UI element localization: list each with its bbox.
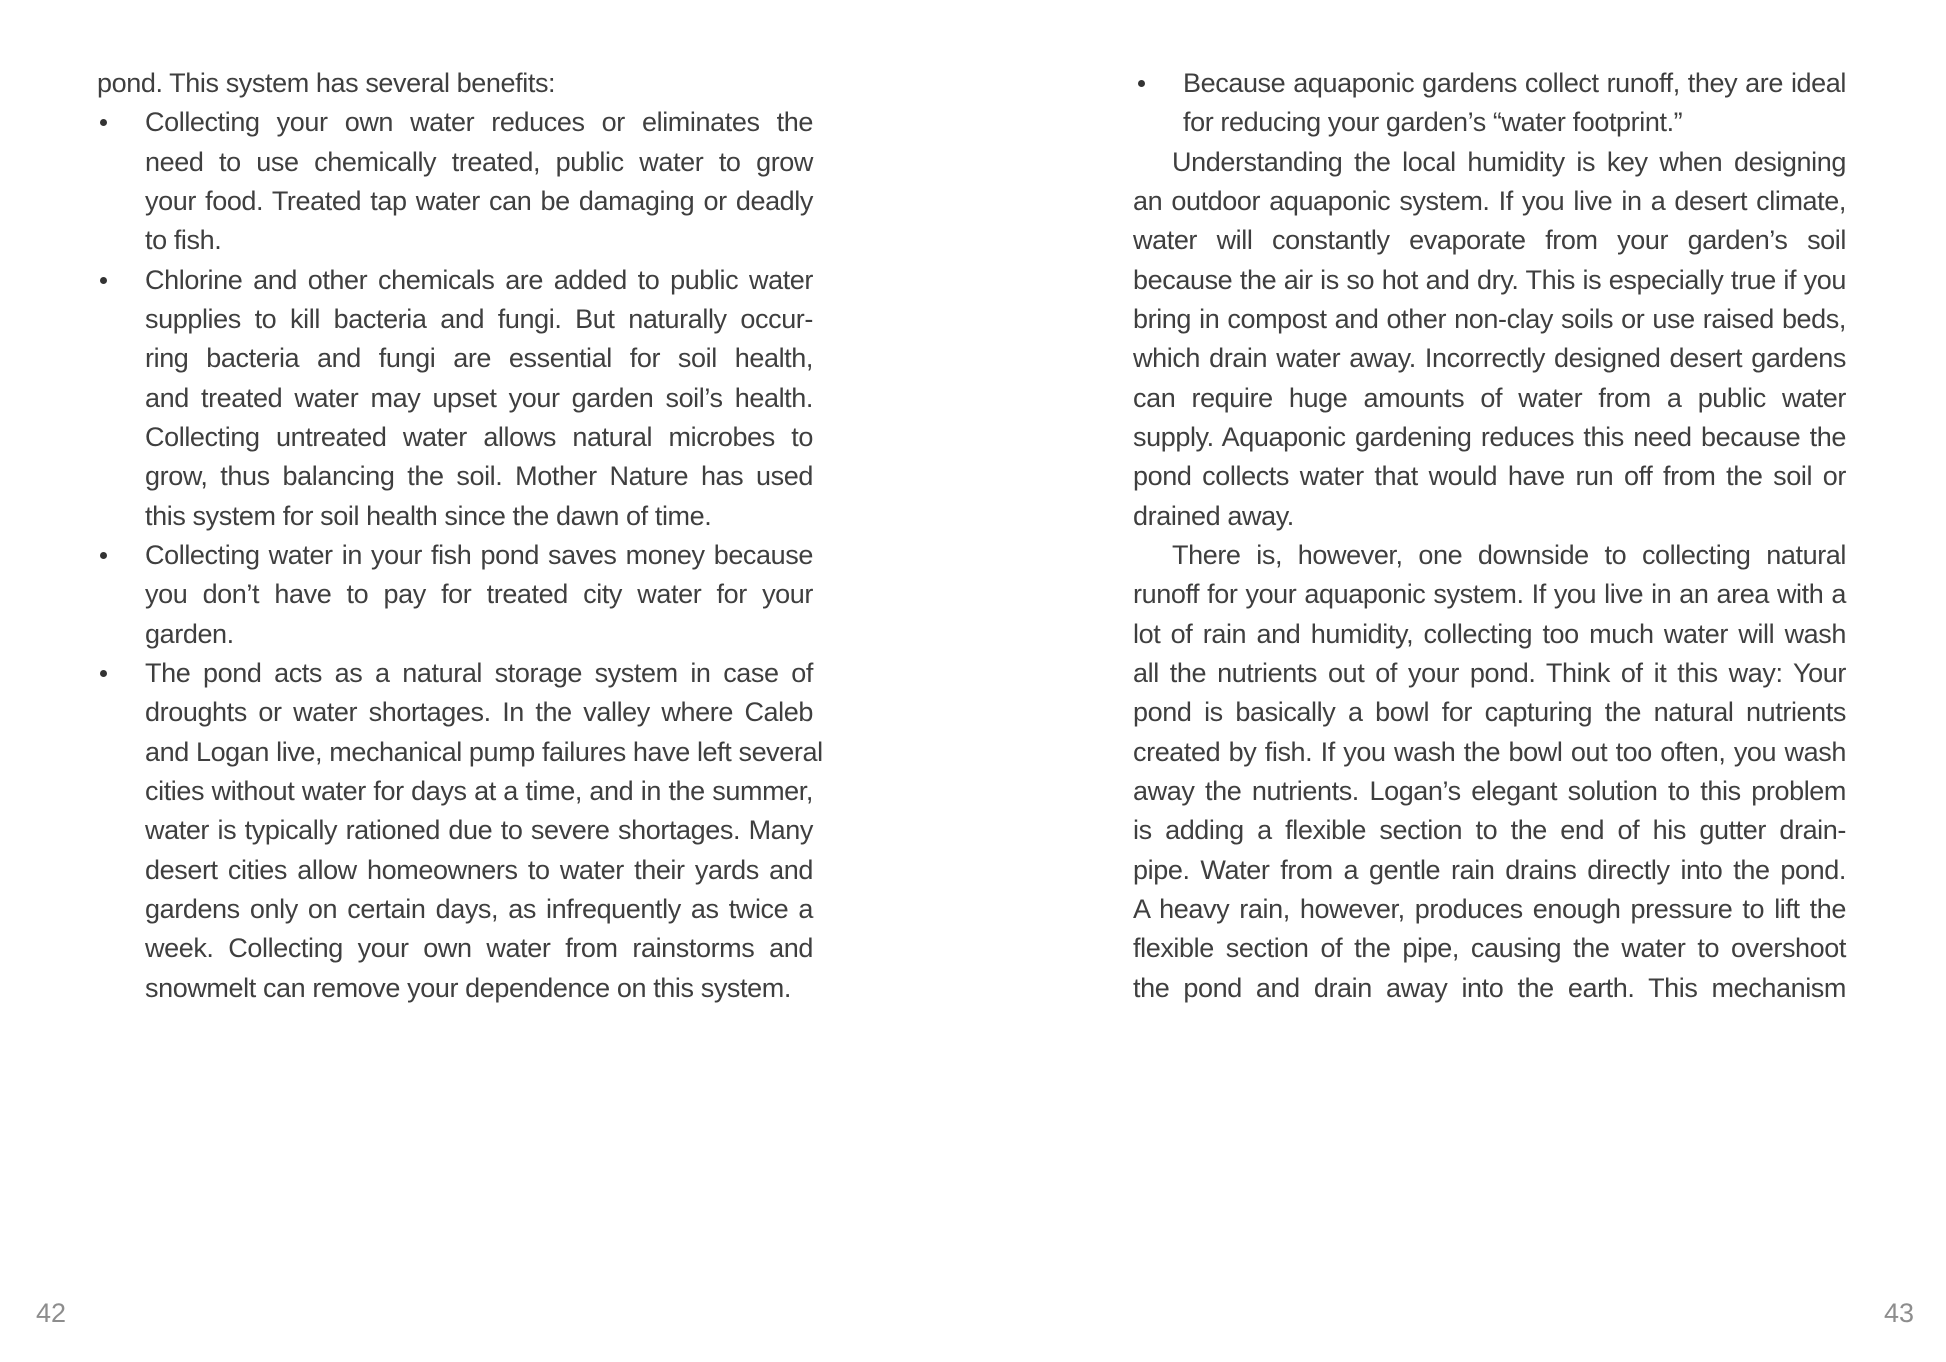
text-line: an outdoor aquaponic system. If you live in a desert climate, [1133,185,1846,216]
text-line: supply. Aquaponic gardening reduces this need because the [1133,421,1846,452]
bullet-text [1183,64,1846,143]
text-line: for reducing your garden’s “water footprint.” [1183,107,1683,138]
text-line: and treated water may upset your garden soil’s health. [145,382,813,413]
text-line: lot of rain and humidity, collecting too much water will wash [1133,618,1846,649]
bullet-text [145,103,813,260]
bullet-item [97,103,813,260]
bullet-item [97,261,813,536]
intro-line: pond. This system has several benefits: [97,68,556,98]
text-line: cities without water for days at a time, and in the summer, [145,775,813,806]
bullet-text [145,261,813,536]
text-line: garden. [145,618,234,649]
bullet-item [1133,64,1846,143]
text-line: flexible section of the pipe, causing the water to overshoot [1133,933,1846,964]
text-line: snowmelt can remove your dependence on this system. [145,972,791,1003]
paragraph [1133,536,1846,1008]
text-line: Because aquaponic gardens collect runoff, they are ideal [1183,68,1846,98]
bullet-item [97,654,823,1008]
text-line: which drain water away. Incorrectly designed desert gardens [1133,343,1846,374]
text-line: the pond and drain away into the earth. This mechanism [1133,972,1846,1003]
text-line: pond is basically a bowl for capturing the natural nutrients [1133,697,1846,728]
page-number-left: 42 [36,1298,67,1328]
text-line: can require huge amounts of water from a public water [1133,382,1846,413]
text-line: bring in compost and other non-clay soils or use raised beds, [1133,303,1846,334]
bullet-icon [1138,80,1145,87]
text-line: water is typically rationed due to severe shortages. Many [145,815,813,846]
page-number-right: 43 [1883,1298,1914,1328]
bullet-icon [100,670,107,677]
bullet-icon [100,552,107,559]
page-right [1133,64,1846,1008]
text-line: Understanding the local humidity is key when designing [1172,146,1846,177]
text-line: week. Collecting your own water from rainstorms and [145,933,813,964]
text-line: droughts or water shortages. In the valley where Caleb [145,697,813,728]
bullet-item [97,536,813,654]
text-line: drained away. [1133,500,1294,531]
text-line: created by fish. If you wash the bowl out too often, you wash [1133,736,1846,767]
text-line: away the nutrients. Logan’s elegant solution to this problem [1133,775,1846,806]
text-line: ring bacteria and fungi are essential for soil health, [145,343,813,374]
text-line: desert cities allow homeowners to water their yards and [145,854,813,885]
text-line: to fish. [145,225,222,256]
text-line: because the air is so hot and dry. This is especially true if you [1133,264,1846,295]
paragraph [1133,143,1846,536]
bullet-text [145,536,813,654]
text-line: is adding a flexible section to the end of his gutter drain- [1133,815,1846,846]
bullet-icon [100,119,107,126]
page-left [97,64,823,1008]
text-line: you don’t have to pay for treated city water for your [145,579,813,610]
text-line: Collecting water in your fish pond saves money because [145,539,813,570]
text-line: Chlorine and other chemicals are added to public water [145,264,813,295]
text-line: There is, however, one downside to collecting natural [1172,539,1846,570]
text-line: Collecting untreated water allows natural microbes to [145,421,813,452]
bullet-text [145,654,823,1008]
text-line: grow, thus balancing the soil. Mother Nature has used [145,461,813,492]
text-line: pipe. Water from a gentle rain drains directly into the pond. [1133,854,1846,885]
text-line: need to use chemically treated, public water to grow [145,146,813,177]
text-line: and Logan live, mechanical pump failures have left several [145,736,823,767]
text-line: A heavy rain, however, produces enough pressure to lift the [1133,893,1846,924]
text-line: all the nutrients out of your pond. Think of it this way: Your [1133,657,1846,688]
text-line: gardens only on certain days, as infrequently as twice a [145,893,813,924]
text-line: pond collects water that would have run off from the soil or [1133,461,1846,492]
text-line: runoff for your aquaponic system. If you live in an area with a [1133,579,1846,610]
text-line: Collecting your own water reduces or eliminates the [145,107,813,138]
text-line: this system for soil health since the dawn of time. [145,500,712,531]
text-line: The pond acts as a natural storage system in case of [145,657,813,688]
text-line: supplies to kill bacteria and fungi. But naturally occur- [145,303,813,334]
text-line: your food. Treated tap water can be damaging or deadly [145,185,813,216]
bullet-icon [100,277,107,284]
text-line: water will constantly evaporate from your garden’s soil [1133,225,1846,256]
